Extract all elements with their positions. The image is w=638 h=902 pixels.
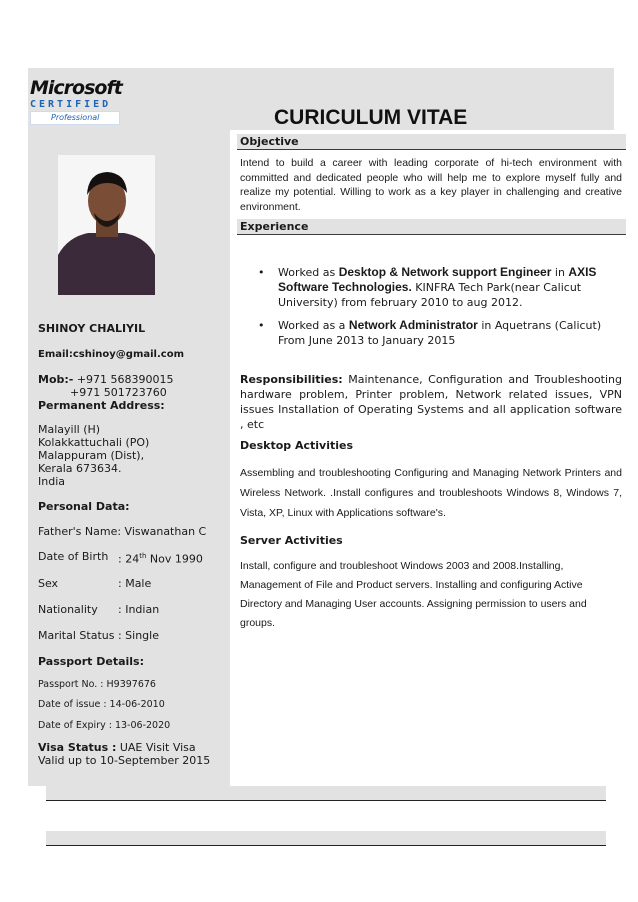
dob-value: [118, 550, 203, 566]
passport-issue-date: Date of issue : 14-06-2010: [38, 699, 165, 710]
bullet-icon: •: [258, 319, 265, 332]
experience-item: [258, 318, 618, 348]
visa-label: Visa Status :: [38, 741, 117, 754]
candidate-name: SHINOY CHALIYIL: [38, 322, 146, 335]
desktop-activities-heading: Desktop Activities: [240, 439, 354, 452]
dob-rest: Nov 1990: [146, 552, 203, 566]
email: Email:cshinoy@gmail.com: [38, 349, 184, 360]
nationality-label: Nationality: [38, 603, 98, 616]
profile-photo: [58, 155, 155, 295]
marital-status: Marital Status : Single: [38, 629, 159, 642]
visa-value: UAE Visit Visa: [116, 741, 196, 754]
job2-post: in Aquetrans (Calicut) From June 2013 to January 2015: [278, 319, 602, 347]
mobile-1-value: +971 568390015: [76, 373, 174, 386]
address-heading: Permanent Address:: [38, 399, 165, 412]
responsibilities-text: Maintenance, Configuration and Troubleshooting hardware problem, Printer problem, Network related issues, VPN issues Installation of Operating Systems and all application software , etc: [240, 373, 622, 431]
address-line: Malayill (H): [38, 423, 101, 436]
mobile-label: Mob:-: [38, 373, 74, 386]
dob-label: Date of Birth: [38, 550, 109, 563]
logo-certified: CERTIFIED: [30, 99, 112, 110]
dob-day: : 24: [118, 552, 140, 566]
sex-label: Sex: [38, 577, 59, 590]
footer-divider: [46, 800, 606, 801]
nationality-value: : Indian: [118, 603, 160, 616]
address-line: Malappuram (Dist),: [38, 449, 145, 462]
experience-heading: Experience: [237, 219, 626, 235]
job1-pre: Worked as: [278, 266, 339, 279]
visa-valid: Valid up to 10-September 2015: [38, 754, 211, 767]
job1-mid: in: [551, 266, 569, 279]
job1-post: KINFRA Tech Park(near Calicut University) from february 2010 to aug 2012.: [278, 281, 582, 309]
desktop-activities-text: Assembling and troubleshooting Configuring and Managing Network Printers and Wireless Network. .Install configures and troubleshoots Windows 8, Windows 7, Vista, XP, Linux with Applications software's.: [240, 467, 622, 519]
logo-brand: Microsoft: [30, 77, 122, 99]
job1-company: AXIS Software Technologies.: [278, 265, 597, 294]
personal-data-heading: Personal Data:: [38, 500, 130, 513]
footer-band: [46, 786, 606, 800]
server-activities-text: Install, configure and troubleshoot Windows 2003 and 2008.Installing, Management of File and Product servers. Installing and configuring Active Directory and Managing User accounts. Assigning permission to users and groups.: [240, 560, 587, 629]
objective-text: Intend to build a career with leading corporate of hi-tech environment with committed and dedicated people who will help me to explore myself fully and realize my potential. Willing to work as a key player in challenging and creative environment.: [240, 157, 622, 213]
visa-status: [38, 741, 196, 754]
job1-role: Desktop & Network support Engineer: [338, 265, 552, 279]
address-line: Kerala 673634.: [38, 462, 122, 475]
address-line: Kolakkattuchali (PO): [38, 436, 150, 449]
server-activities-heading: Server Activities: [240, 534, 343, 547]
objective-heading: Objective: [237, 134, 626, 150]
logo-level: Professional: [30, 111, 120, 125]
job2-pre: Worked as a: [278, 319, 349, 332]
dob-suffix: th: [139, 552, 147, 560]
address-line: India: [38, 475, 65, 488]
responsibilities-label: Responsibilities:: [240, 373, 343, 386]
mobile-2: +971 501723760: [70, 386, 167, 399]
passport-heading: Passport Details:: [38, 655, 144, 668]
microsoft-certified-logo: [30, 78, 122, 126]
sex-value: : Male: [118, 577, 152, 590]
passport-number: Passport No. : H9397676: [38, 679, 156, 690]
passport-expiry-date: Date of Expiry : 13-06-2020: [38, 720, 171, 731]
footer-band: [46, 831, 606, 845]
fathers-name: Father's Name: Viswanathan C: [38, 525, 207, 538]
footer-divider: [46, 845, 606, 846]
experience-item: [258, 265, 618, 310]
person-photo-icon: [58, 155, 155, 295]
responsibilities: [240, 372, 622, 432]
mobile-1: [38, 373, 174, 386]
job2-role: Network Administrator: [348, 318, 478, 332]
page-title: CURICULUM VITAE: [274, 106, 468, 129]
bullet-icon: •: [258, 266, 265, 279]
